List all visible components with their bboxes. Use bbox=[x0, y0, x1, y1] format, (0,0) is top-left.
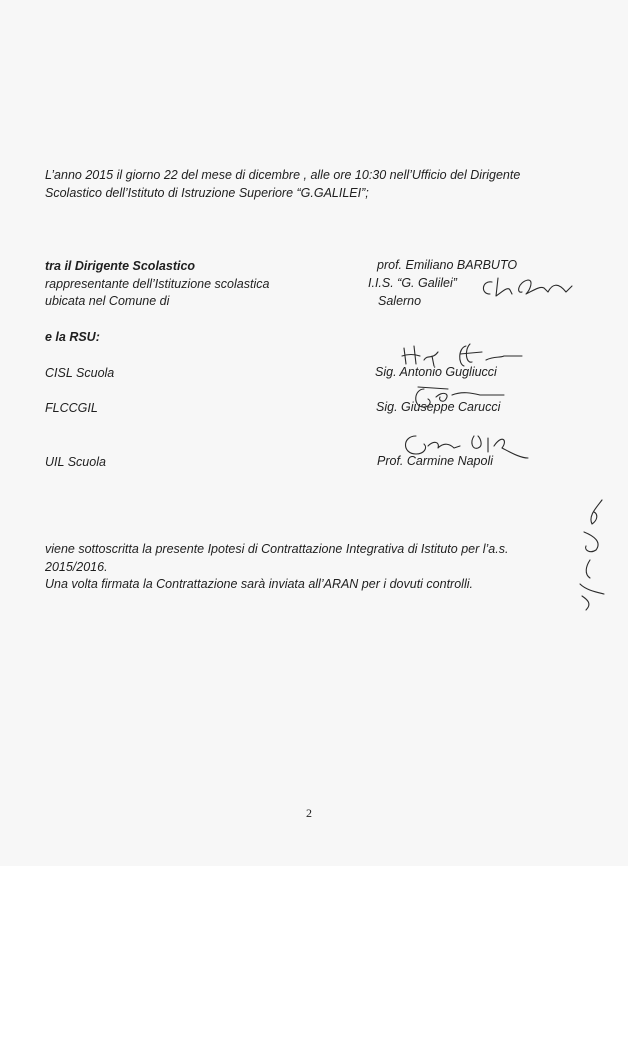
rsu-union-cisl: CISL Scuola bbox=[45, 366, 115, 380]
school-name: I.I.S. “G. Galilei” bbox=[368, 276, 457, 290]
closing-line-2: 2015/2016. bbox=[45, 560, 108, 574]
intro-line-2: Scolastico dell’Istituto di Istruzione Superiore “G.GALILEI”; bbox=[45, 186, 369, 200]
dirigente-location: ubicata nel Comune di bbox=[45, 294, 170, 308]
rsu-rep-flc: Sig. Giuseppe Carucci bbox=[376, 400, 501, 414]
margin-initials bbox=[572, 492, 612, 612]
dirigente-name: prof. Emiliano BARBUTO bbox=[377, 258, 518, 272]
intro-line-1: L’anno 2015 il giorno 22 del mese di dicembre , alle ore 10:30 nell’Ufficio del Dirigente bbox=[45, 168, 521, 182]
closing-line-1: viene sottoscritta la presente Ipotesi di Contrattazione Integrativa di Istituto per l’a.s. bbox=[45, 542, 509, 556]
page-number: 2 bbox=[306, 806, 312, 820]
rsu-rep-cisl: Sig. Antonio Gugliucci bbox=[375, 365, 497, 379]
school-city: Salerno bbox=[378, 294, 422, 308]
signature-dirigente bbox=[478, 272, 578, 302]
closing-line-3: Una volta firmata la Contrattazione sarà inviata all’ARAN per i dovuti controlli. bbox=[45, 577, 473, 591]
signature-napoli bbox=[398, 428, 530, 464]
rsu-union-uil: UIL Scuola bbox=[45, 455, 106, 469]
dirigente-heading: tra il Dirigente Scolastico bbox=[45, 259, 196, 273]
rsu-heading: e la RSU: bbox=[45, 330, 100, 344]
signature-gugliucci bbox=[398, 342, 528, 370]
signature-carucci bbox=[408, 383, 518, 415]
dirigente-role: rappresentante dell’Istituzione scolastica bbox=[45, 277, 270, 291]
rsu-union-flc: FLCCGIL bbox=[45, 401, 98, 415]
rsu-rep-uil: Prof. Carmine Napoli bbox=[377, 454, 494, 468]
